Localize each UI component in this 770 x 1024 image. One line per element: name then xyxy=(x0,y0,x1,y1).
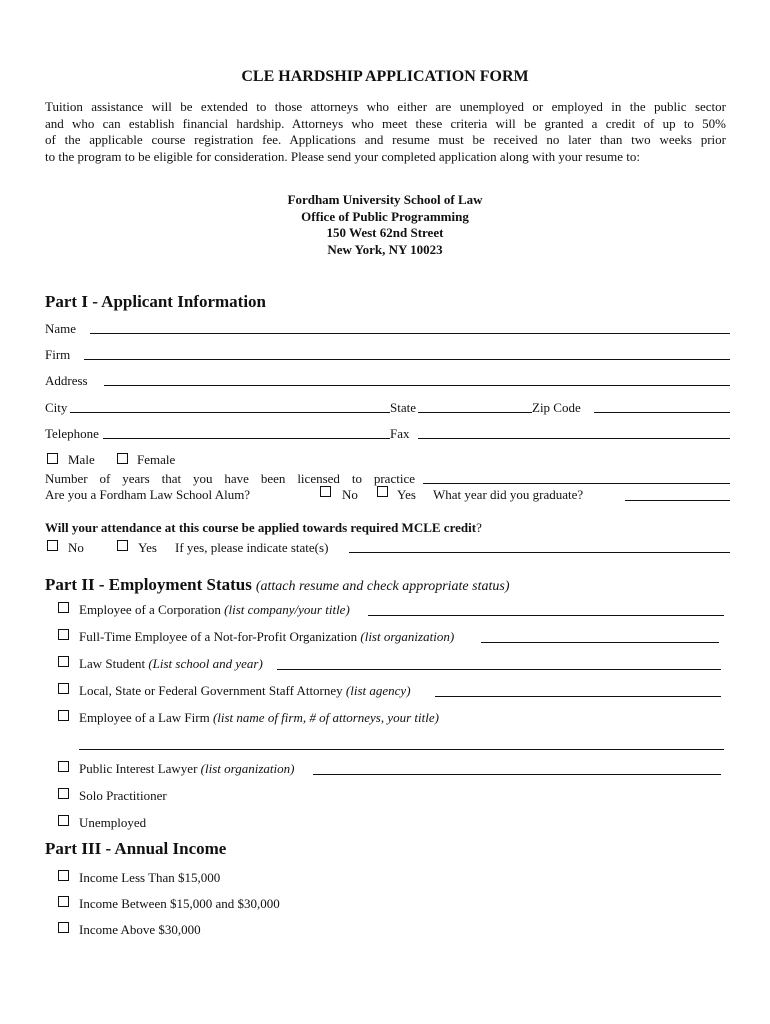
fax-field[interactable] xyxy=(418,438,730,439)
law-firm-field[interactable] xyxy=(79,749,724,750)
city-field[interactable] xyxy=(70,412,390,413)
address-field[interactable] xyxy=(104,385,730,386)
part1-heading: Part I - Applicant Information xyxy=(45,292,266,311)
mcle-no-checkbox[interactable] xyxy=(47,540,58,551)
intro-line: of the applicable course registration fee. Applications and resume must be received no later than two weeks prior xyxy=(45,132,726,147)
option-label: Full-Time Employee of a Not-for-Profit Organization xyxy=(79,629,358,644)
form-title: CLE HARDSHIP APPLICATION FORM xyxy=(241,68,529,85)
mcle-no-label: No xyxy=(68,540,84,555)
firm-field[interactable] xyxy=(84,359,730,360)
states-field[interactable] xyxy=(349,552,730,553)
nonprofit-field[interactable] xyxy=(481,642,719,643)
employment-option-unemployed: Unemployed xyxy=(79,815,147,830)
option-label: Employee of a Corporation xyxy=(79,602,221,617)
name-field[interactable] xyxy=(90,333,730,334)
mailing-address xyxy=(0,192,770,258)
grad-year-field[interactable] xyxy=(625,500,730,501)
government-field[interactable] xyxy=(435,696,721,697)
option-label: Law Student xyxy=(79,656,146,671)
part2-hint: (attach resume and check appropriate status) xyxy=(255,579,510,594)
option-label: Public Interest Lawyer xyxy=(79,761,198,776)
telephone-field[interactable] xyxy=(103,438,390,439)
employment-option-law-student xyxy=(79,656,263,672)
mcle-yes-label: Yes xyxy=(138,540,157,555)
address-line: New York, NY 10023 xyxy=(327,241,443,257)
option-hint: (list name of firm, # of attorneys, your title) xyxy=(212,710,439,725)
income-checkbox-under-15k[interactable] xyxy=(58,870,69,881)
years-licensed-label: Number of years that you have been licensed to practice xyxy=(45,471,415,486)
state-field[interactable] xyxy=(418,412,532,413)
employment-option-nonprofit xyxy=(79,629,454,645)
female-label: Female xyxy=(137,452,176,467)
employment-option-public-interest xyxy=(79,761,294,777)
option-hint: (list agency) xyxy=(345,683,411,698)
employment-option-law-firm xyxy=(79,710,439,726)
mcle-question-mark: ? xyxy=(476,520,482,535)
employment-option-solo: Solo Practitioner xyxy=(79,788,167,803)
years-licensed-field[interactable] xyxy=(423,483,730,484)
name-label: Name xyxy=(45,321,77,336)
zip-label: Zip Code xyxy=(532,400,581,415)
employment-checkbox-solo[interactable] xyxy=(58,788,69,799)
city-label: City xyxy=(45,400,68,415)
part2-heading: Part II - Employment Status xyxy=(45,575,252,594)
option-label: Local, State or Federal Government Staff Attorney xyxy=(79,683,343,698)
income-checkbox-over-30k[interactable] xyxy=(58,922,69,933)
alum-question: Are you a Fordham Law School Alum? xyxy=(45,487,251,502)
address-line: Fordham University School of Law xyxy=(287,192,483,207)
option-label: Employee of a Law Firm xyxy=(79,710,210,725)
income-checkbox-15k-30k[interactable] xyxy=(58,896,69,907)
state-label: State xyxy=(390,400,416,415)
intro-line: and who can establish financial hardship. Attorneys who meet these criteria will be granted a credit of up to 50% xyxy=(45,115,726,131)
intro-line: to the program to be eligible for consideration. Please send your completed application along with your resume to: xyxy=(45,148,640,164)
alum-yes-checkbox[interactable] xyxy=(377,486,388,497)
employment-checkbox-corporation[interactable] xyxy=(58,602,69,613)
employment-checkbox-government[interactable] xyxy=(58,683,69,694)
employment-option-corporation xyxy=(79,602,350,618)
address-line: 150 West 62nd Street xyxy=(326,225,444,240)
mcle-question xyxy=(45,520,482,536)
grad-year-label: What year did you graduate? xyxy=(433,487,584,502)
address-label: Address xyxy=(45,373,88,388)
option-hint: (list organization) xyxy=(200,761,295,776)
part2-heading-row xyxy=(45,575,509,595)
alum-yes-label: Yes xyxy=(397,487,416,502)
law-student-field[interactable] xyxy=(277,669,721,670)
option-hint: (list organization) xyxy=(360,629,455,644)
firm-label: Firm xyxy=(45,347,71,362)
address-line: Office of Public Programming xyxy=(301,208,469,224)
states-prompt: If yes, please indicate state(s) xyxy=(175,540,329,555)
employment-checkbox-unemployed[interactable] xyxy=(58,815,69,826)
employment-checkbox-public-interest[interactable] xyxy=(58,761,69,772)
option-hint: (List school and year) xyxy=(148,656,263,671)
income-option-15k-30k: Income Between $15,000 and $30,000 xyxy=(79,896,280,911)
income-option-under-15k: Income Less Than $15,000 xyxy=(79,870,221,885)
intro-paragraph xyxy=(45,99,726,165)
employment-checkbox-law-student[interactable] xyxy=(58,656,69,667)
male-checkbox[interactable] xyxy=(47,453,58,464)
employment-checkbox-nonprofit[interactable] xyxy=(58,629,69,640)
employment-checkbox-law-firm[interactable] xyxy=(58,710,69,721)
option-hint: (list company/your title) xyxy=(224,602,350,617)
female-checkbox[interactable] xyxy=(117,453,128,464)
fax-label: Fax xyxy=(390,426,410,441)
employment-option-government xyxy=(79,683,411,699)
alum-no-checkbox[interactable] xyxy=(320,486,331,497)
zip-field[interactable] xyxy=(594,412,730,413)
mcle-yes-checkbox[interactable] xyxy=(117,540,128,551)
intro-line: Tuition assistance will be extended to those attorneys who either are unemployed or employed in the public sector xyxy=(45,99,726,114)
mcle-question-text: Will your attendance at this course be applied towards required MCLE credit xyxy=(45,520,477,535)
public-interest-field[interactable] xyxy=(313,774,721,775)
income-option-over-30k: Income Above $30,000 xyxy=(79,922,201,937)
alum-no-label: No xyxy=(342,487,358,502)
telephone-label: Telephone xyxy=(45,426,99,441)
corporation-field[interactable] xyxy=(368,615,724,616)
part3-heading: Part III - Annual Income xyxy=(45,839,227,858)
male-label: Male xyxy=(68,452,95,467)
